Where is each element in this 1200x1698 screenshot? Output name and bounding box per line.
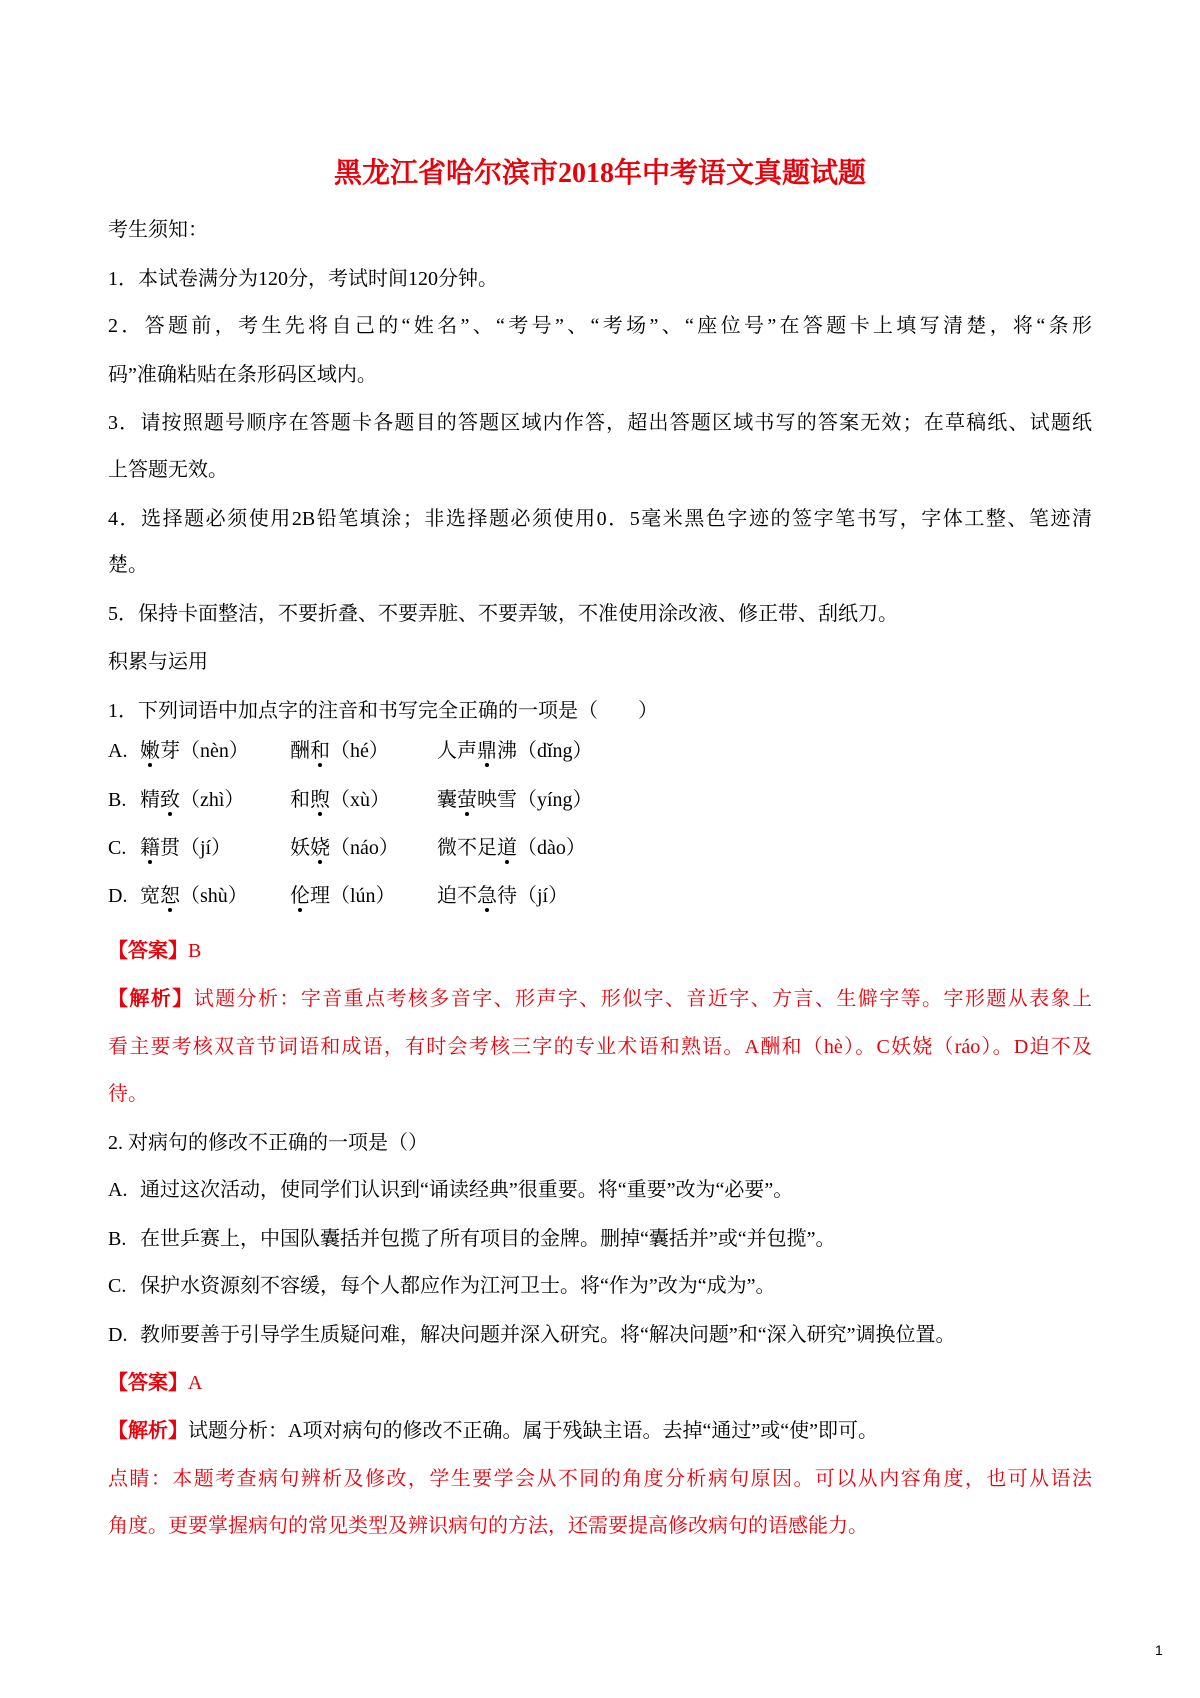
- emphasized-char: 煦: [310, 776, 330, 824]
- q2-option-b: [108, 1215, 1092, 1263]
- q2-option-d: [108, 1311, 1092, 1359]
- section-heading: 积累与运用: [108, 651, 208, 673]
- option-text: 在世乒赛上，中国队囊括并包揽了所有项目的金牌。删掉“囊括并”或“并包揽”。: [140, 1228, 836, 1250]
- word-post: 沸（dǐng）: [497, 740, 593, 762]
- notice-heading: 考生须知：: [108, 219, 208, 241]
- notice-item-5: 5．保持卡面整洁，不要折叠、不要弄脏、不要弄皱，不准使用涂改液、修正带、刮纸刀。: [108, 603, 898, 625]
- emphasized-char: 鼎: [477, 727, 497, 775]
- option-label: A.: [108, 1179, 128, 1201]
- word-post: 芽（nèn）: [160, 740, 249, 762]
- word-pre: 和: [290, 789, 310, 811]
- option-word: [290, 872, 396, 920]
- answer-value: A: [188, 1372, 203, 1394]
- option-label: C.: [108, 837, 127, 859]
- option-text: 保护水资源刻不容缓，每个人都应作为江河卫士。将“作为”改为“成为”。: [140, 1275, 776, 1297]
- word-post: 映雪（yíng）: [477, 789, 593, 811]
- option-word: [290, 776, 390, 824]
- option-label: C.: [108, 1275, 127, 1297]
- notice-item-4-line-2: 楚。: [108, 554, 148, 576]
- word-post: 待（jí）: [497, 885, 569, 907]
- analysis-text: 试题分析：A项对病句的修改不正确。属于残缺主语。去掉“通过”或“使”即可。: [188, 1420, 878, 1442]
- word-post: （zhì）: [180, 789, 245, 811]
- word-pre: 迫不: [437, 885, 477, 907]
- emphasized-char: 和: [310, 727, 330, 775]
- q1-analysis-line-3: 待。: [108, 1083, 148, 1105]
- option-word: [290, 824, 399, 872]
- word-post: 贯（jí）: [160, 837, 232, 859]
- emphasized-char: 籍: [140, 824, 160, 872]
- word-post: （xù）: [330, 789, 390, 811]
- word-post: 理（lún）: [310, 885, 396, 907]
- analysis-label: 【解析】: [108, 1420, 188, 1442]
- emphasized-char: 恕: [160, 872, 180, 920]
- word-pre: 微不足: [437, 837, 497, 859]
- notice-item-2-line-1: 2．答题前，考生先将自己的“姓名”、“考号”、“考场”、“座位号”在答题卡上填写清楚，将“条形: [108, 315, 1092, 337]
- word-pre: 人声: [437, 740, 477, 762]
- q1-answer: [108, 927, 1092, 975]
- q1-option-c: [108, 824, 1092, 872]
- word-pre: 囊: [437, 789, 457, 811]
- option-label: B.: [108, 789, 127, 811]
- option-word: [290, 727, 389, 775]
- q2-stem: 2. 对病句的修改不正确的一项是（）: [108, 1132, 428, 1154]
- emphasized-char: 萤: [457, 776, 477, 824]
- q2-tip-line-2: 角度。更要掌握病句的常见类型及辨识病句的方法，还需要提高修改病句的语感能力。: [108, 1515, 868, 1537]
- q2-tip-line-1: 点睛：本题考查病句辨析及修改，学生要学会从不同的角度分析病句原因。可以从内容角度，也可从语法: [108, 1468, 1092, 1490]
- word-post: （dào）: [517, 837, 586, 859]
- word-post: （hé）: [330, 740, 389, 762]
- answer-label: 【答案】: [108, 940, 188, 962]
- q2-answer: [108, 1359, 1092, 1407]
- option-word: [140, 727, 249, 775]
- q2-option-c: [108, 1262, 1092, 1310]
- option-label: B.: [108, 1228, 127, 1250]
- option-label: A.: [108, 740, 128, 762]
- notice-item-1: 1．本试卷满分为120分，考试时间120分钟。: [108, 268, 498, 290]
- option-word: [437, 776, 593, 824]
- option-text: 教师要善于引导学生质疑问难，解决问题并深入研究。将“解决问题”和“深入研究”调换位置。: [140, 1324, 956, 1346]
- q2-option-a: [108, 1166, 1092, 1214]
- word-pre: 妖: [290, 837, 310, 859]
- q1-analysis-line-1: [108, 975, 1092, 1023]
- answer-value: B: [188, 940, 202, 962]
- notice-item-4-line-1: 4．选择题必须使用2B铅笔填涂；非选择题必须使用0．5毫米黑色字迹的签字笔书写，字体工整、笔迹清: [108, 508, 1092, 530]
- option-word: [140, 776, 244, 824]
- emphasized-char: 娆: [310, 824, 330, 872]
- option-label: D.: [108, 1324, 128, 1346]
- option-word: [437, 872, 568, 920]
- option-word: [140, 824, 231, 872]
- analysis-label: 【解析】: [108, 988, 194, 1010]
- document-title: 黑龙江省哈尔滨市2018年中考语文真题试题: [333, 158, 866, 189]
- emphasized-char: 致: [160, 776, 180, 824]
- q1-analysis-line-2: 看主要考核双音节词语和成语，有时会考核三字的专业术语和熟语。A酬和（hè）。C妖娆（ráo）。D迫不及: [108, 1036, 1092, 1058]
- word-post: （shù）: [180, 885, 248, 907]
- page-number: 1: [1155, 1642, 1163, 1658]
- emphasized-char: 急: [477, 872, 497, 920]
- option-label: D.: [108, 885, 128, 907]
- q1-stem: 1．下列词语中加点字的注音和书写完全正确的一项是（ ）: [108, 700, 658, 722]
- notice-item-3-line-1: 3．请按照题号顺序在答题卡各题目的答题区域内作答，超出答题区域书写的答案无效；在草稿纸、试题纸: [108, 412, 1092, 434]
- option-text: 通过这次活动，使同学们认识到“诵读经典”很重要。将“重要”改为“必要”。: [140, 1179, 794, 1201]
- q1-option-d: [108, 872, 1092, 920]
- q2-analysis: [108, 1407, 1092, 1455]
- word-pre: 宽: [140, 885, 160, 907]
- word-pre: 精: [140, 789, 160, 811]
- option-word: [437, 824, 586, 872]
- emphasized-char: 道: [497, 824, 517, 872]
- option-word: [140, 872, 248, 920]
- analysis-text: 试题分析：字音重点考核多音字、形声字、形似字、音近字、方言、生僻字等。字形题从表象上: [193, 988, 1093, 1010]
- notice-item-2-line-2: 码”准确粘贴在条形码区域内。: [108, 364, 377, 386]
- emphasized-char: 伦: [290, 872, 310, 920]
- notice-item-3-line-2: 上答题无效。: [108, 459, 228, 481]
- answer-label: 【答案】: [108, 1372, 188, 1394]
- option-word: [437, 727, 593, 775]
- word-post: （náo）: [330, 837, 399, 859]
- q1-option-a: [108, 727, 1092, 775]
- word-pre: 酬: [290, 740, 310, 762]
- emphasized-char: 嫩: [140, 727, 160, 775]
- q1-option-b: [108, 776, 1092, 824]
